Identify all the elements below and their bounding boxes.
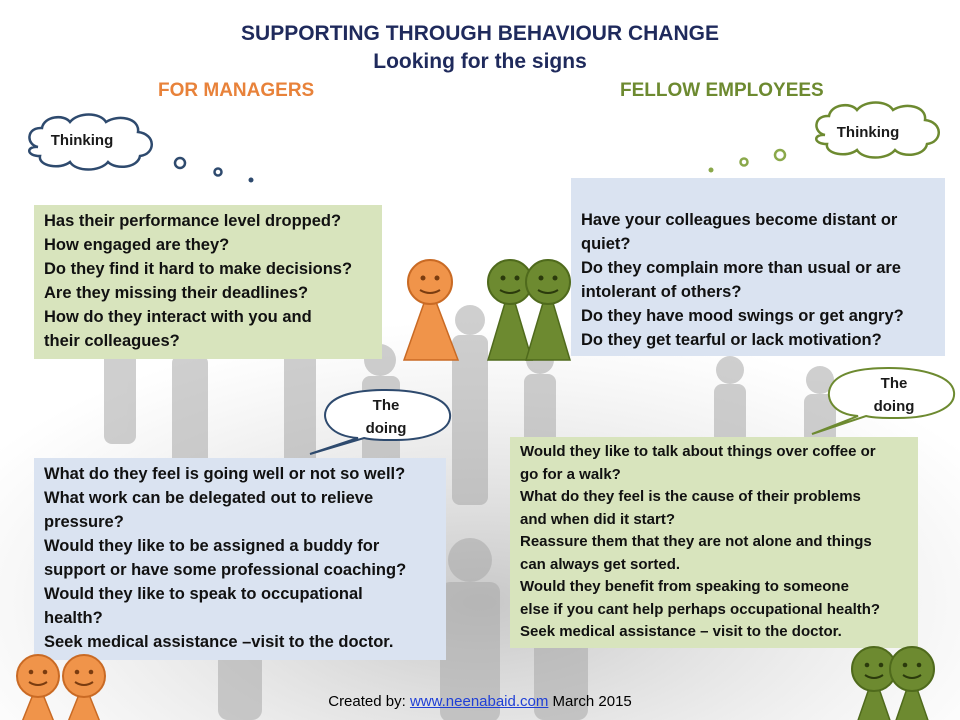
title-line-2: Looking for the signs <box>373 50 587 73</box>
thought-dot <box>775 150 785 160</box>
doing-right-label-1: The <box>880 375 908 392</box>
orange-person-icon <box>63 655 105 720</box>
managers-doing-box <box>34 458 446 660</box>
list-item: Have your colleagues become distant or <box>581 211 898 229</box>
list-item: their colleagues? <box>44 332 180 350</box>
page-title <box>0 20 960 76</box>
orange-person-icon <box>404 260 458 360</box>
doing-left-label-2: doing <box>365 420 407 437</box>
doing-right-label-2: doing <box>873 398 915 415</box>
list-item: pressure? <box>44 513 124 531</box>
green-person-icon <box>488 260 532 360</box>
list-item: Do they have mood swings or get angry? <box>581 307 904 325</box>
list-item: Reassure them that they are not alone and things <box>520 533 872 550</box>
thought-dot <box>709 168 714 173</box>
orange-person-icon <box>17 655 59 720</box>
list-item: Would they like to speak to occupational <box>44 585 363 603</box>
green-person-icon <box>526 260 570 360</box>
thinking-cloud-left <box>18 112 268 192</box>
list-item: What do they feel is the cause of their problems <box>520 488 861 505</box>
list-item: What work can be delegated out to relieve <box>44 489 374 507</box>
list-item: Do they complain more than usual or are <box>581 259 901 277</box>
footer-suffix: March 2015 <box>548 693 632 710</box>
list-item: Would they like to talk about things over coffee or <box>520 443 876 460</box>
list-item: can always get sorted. <box>520 555 681 573</box>
list-item: support or have some professional coaching? <box>44 561 407 579</box>
footer-credit <box>0 693 960 710</box>
list-item: Are they missing their deadlines? <box>44 284 309 302</box>
list-item: How do they interact with you and <box>44 308 312 326</box>
list-item: health? <box>44 609 103 627</box>
footer-prefix: Created by: <box>328 693 410 710</box>
thought-dot <box>215 169 222 176</box>
title-line-1: SUPPORTING THROUGH BEHAVIOUR CHANGE <box>241 22 719 45</box>
thought-dot <box>175 158 185 168</box>
list-item: go for a walk? <box>520 465 621 483</box>
list-item: Do they find it hard to make decisions? <box>44 260 353 278</box>
doing-bubble-left <box>300 388 460 458</box>
employees-doing-box <box>510 437 918 648</box>
managers-thinking-box <box>34 205 382 359</box>
website-link[interactable]: www.neenabaid.com <box>409 693 549 710</box>
employees-heading: FELLOW EMPLOYEES <box>620 80 824 101</box>
thought-dot <box>741 159 748 166</box>
doing-bubble-right <box>800 366 960 438</box>
list-item: quiet? <box>581 235 631 253</box>
list-item: Do they get tearful or lack motivation? <box>581 331 882 349</box>
center-figures <box>400 258 580 363</box>
list-item: and when did it start? <box>520 510 676 528</box>
list-item: intolerant of others? <box>581 283 742 301</box>
list-item: Would they like to be assigned a buddy for <box>44 537 380 555</box>
list-item: Has their performance level dropped? <box>44 212 342 230</box>
managers-heading: FOR MANAGERS <box>158 80 315 101</box>
list-item: Seek medical assistance – visit to the doctor. <box>520 623 842 640</box>
thinking-cloud-right <box>700 100 950 180</box>
list-item: How engaged are they? <box>44 236 230 254</box>
doing-left-label-1: The <box>372 397 400 414</box>
list-item: Seek medical assistance –visit to the doctor. <box>44 633 394 651</box>
list-item: else if you cant help perhaps occupational health? <box>520 600 881 618</box>
thinking-left-label: Thinking <box>50 132 114 149</box>
employees-thinking-box <box>571 178 945 356</box>
thought-dot <box>249 178 254 183</box>
list-item: What do they feel is going well or not so well? <box>44 465 406 483</box>
list-item: Would they benefit from speaking to someone <box>520 578 849 595</box>
thinking-right-label: Thinking <box>836 124 900 141</box>
